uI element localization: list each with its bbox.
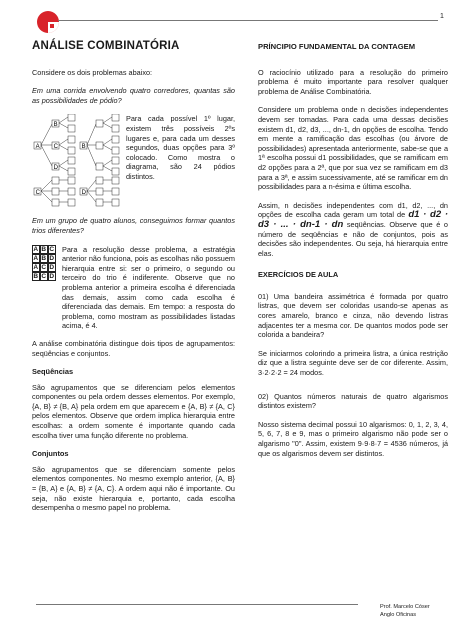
exercises-heading: EXERCÍCIOS DE AULA — [258, 270, 339, 280]
sequences-paragraph: São agrupamentos que se diferenciam pelos elementos componentes ou pela ordem desses elementos. Por exemplo, {A, B} ≠ {B, A} pela ordem em que aparecem e {A, B} ≠ {A, C} pelos elementos. Observe que ordem implica hierarquia entre escolhas: a ordem somente é importante quando cada escolha tiver uma função diferente no problema. — [32, 382, 235, 440]
footer-organization: Anglo Oficinas — [380, 612, 417, 618]
exercise-1: 01) Uma bandeira assimétrica é formada por quatro listras, que devem ser coloridas usando-se apenas as cores amarelo, branco e cinza, não devendo listras adjacentes ter a mesma cor. De quantos modos pode ser colorida a bandeira? — [258, 291, 448, 340]
intro-paragraph: Considere os dois problemas abaixo: — [32, 67, 153, 77]
principle-conclusion — [258, 201, 448, 259]
header-rule — [58, 20, 438, 21]
footer-author: Prof. Marcelo Cóser — [380, 604, 430, 610]
podium-explanation: Para cada possível 1º lugar, existem três possíveis 2ºs lugares e, para cada um desses segundos, duas opções para 3º colocado. Como mostra o diagrama, são 24 pódios distintos. — [126, 114, 235, 181]
product-formula: d1 · d2 · d3 · ... · dn-1 · dn — [258, 209, 449, 230]
tree-label-root-c: C — [35, 190, 40, 197]
possibility-tree-diagram — [32, 114, 122, 208]
page-number: 1 — [440, 13, 444, 20]
podium-figure — [32, 114, 235, 208]
trio-row-2: A B D — [33, 254, 55, 262]
exercise-1-solution: Se iniciarmos colorindo a primeira listra, a única restrição diz que a listra seguinte deve ser de cor diferente. Assim, 3·2·2·2 = 24 modos. — [258, 348, 448, 378]
footer — [380, 603, 430, 619]
trios-list — [32, 245, 58, 281]
tree-label-b1: B — [53, 122, 58, 129]
page-title: ANÁLISE COMBINATÓRIA — [32, 40, 180, 52]
principle-conclusion-b: seqüências. Observe que é o número de seqüências e não de conjuntos, pois as decisões são independentes. Ou seja, há hierarquia entre elas. — [258, 219, 448, 258]
anglo-logo — [36, 10, 60, 34]
footer-rule — [36, 604, 358, 605]
trios-figure — [32, 245, 235, 331]
question-podium: Em uma corrida envolvendo quatro corredores, quantas são as possibilidades de pódio? — [32, 86, 235, 105]
trio-row-4: B C D — [33, 272, 55, 280]
principle-explanation: Considere um problema onde n decisões independentes devem ser tomadas. Para cada uma dessas decisões existem d1, d2, d3, ..., dn-1, dn opções de escolha. Tendo em mente a ramificação das escolhas (ou árvore de possibilidades) apresentada anteriormente, sabe-se que a 1ª escolha possui d1 possibilidades, que se ramificam em d2 opções para a 2ª, que por sua vez se ramificam em d3 para a 3ª, e assim sucessivamente, até se ramificar em dn possibilidades para a n-ésima e última escolha. — [258, 105, 448, 192]
tree-label-root-d: D — [81, 190, 86, 197]
exercise-2: 02) Quantos números naturais de quatro algarismos distintos existem? — [258, 391, 448, 411]
trio-row-1: A B C — [33, 245, 55, 253]
tree-label-d1: D — [53, 165, 58, 172]
tree-label-c1: C — [53, 144, 58, 151]
right-column — [258, 42, 448, 467]
left-column — [32, 42, 235, 522]
principle-intro: O raciocínio utilizado para a resolução do primeiro problema é muito importante para resolver qualquer problema de Análise Combinatória. — [258, 67, 448, 96]
sets-paragraph: São agrupamentos que se diferenciam somente pelos elementos componentes. No mesmo exemplo anterior, {A, B} = {B, A} e {A, B} ≠ {A, C}. A ordem aqui não é importante. Ou seja, não existe hierarquia e, portanto, cada escolha desempenha o mesmo papel no problema. — [32, 464, 235, 513]
sets-heading: Conjuntos — [32, 449, 69, 459]
exercise-2-solution: Nosso sistema decimal possui 10 algarismos: 0, 1, 2, 3, 4, 5, 6, 7, 8 e 9, mas o primeiro algarismo não pode ser o algarismo "0". Assim, existem 9·9·8·7 = 4536 números, já que os algarismos devem ser distintos. — [258, 419, 448, 458]
grouping-types-paragraph: A análise combinatória distingue dois tipos de agrupamentos: seqüências e conjuntos. — [32, 338, 235, 358]
tree-label-root-b: B — [81, 144, 86, 151]
question-trios: Em um grupo de quatro alunos, conseguimos formar quantos trios diferentes? — [32, 216, 235, 235]
trios-explanation: Para a resolução desse problema, a estratégia anterior não funciona, pois as escolhas não possuem hierarquia entre si: ser o primeiro, o segundo ou terceiro do trio é indiferente. Observe que no problema anterior a primeira escolha é diferenciada das demais, assim como cada escolha é diferenciada das demais. Em tempo: a resposta do problema, como mostram as possibilidades listadas acima, é 4. — [62, 244, 235, 331]
principle-conclusion-a: Assim, n decisões independentes com d1, d2, ..., dn opções de escolha cada geram um total de — [258, 200, 448, 220]
trio-row-3: A C D — [33, 263, 55, 271]
section-heading: PRÍNCIPIO FUNDAMENTAL DA CONTAGEM — [258, 42, 416, 51]
tree-label-root-a: A — [35, 144, 40, 151]
sequences-heading: Seqüências — [32, 367, 74, 377]
